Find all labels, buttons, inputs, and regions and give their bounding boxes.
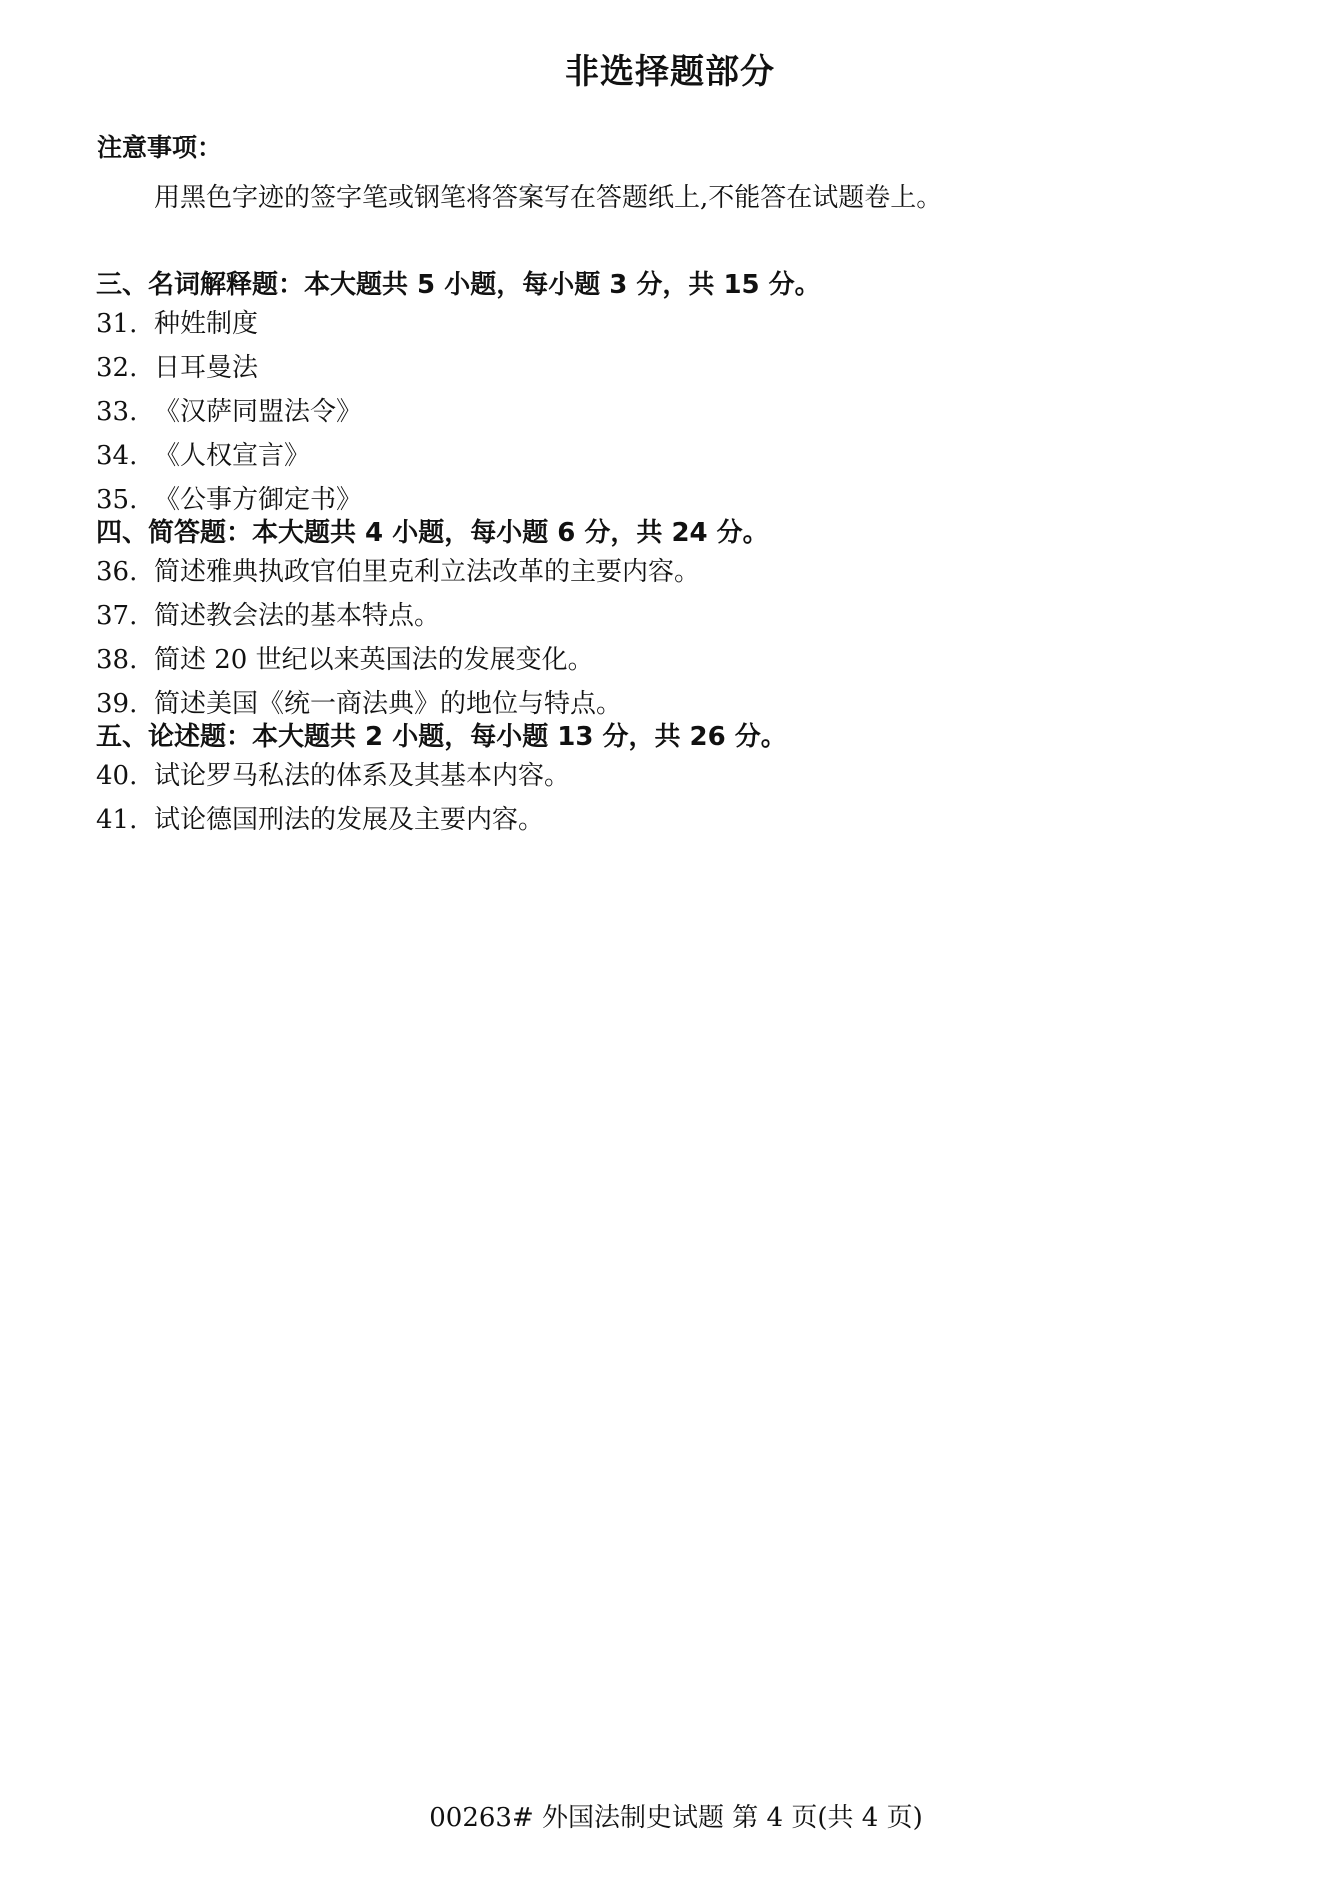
question-number: 33. [96, 397, 138, 427]
section-heading-5: 五、论述题：本大题共 2 小题，每小题 13 分，共 26 分。 [96, 722, 787, 752]
question-number: 41. [96, 805, 138, 835]
question-text: 日耳曼法 [154, 353, 259, 383]
question-37 [96, 594, 1256, 638]
question-number: 39. [96, 689, 138, 719]
question-31 [96, 302, 1256, 346]
question-number: 32. [96, 353, 138, 383]
question-41 [96, 798, 1256, 842]
question-content [96, 268, 1256, 842]
question-text: 《汉萨同盟法令》 [154, 397, 363, 427]
question-text: 试论德国刑法的发展及主要内容。 [154, 805, 545, 835]
question-number: 35. [96, 485, 138, 515]
section-heading-3: 三、名词解释题：本大题共 5 小题，每小题 3 分，共 15 分。 [96, 270, 821, 300]
question-33 [96, 390, 1256, 434]
question-number: 31. [96, 309, 138, 339]
page-title: 非选择题部分 [565, 52, 775, 92]
question-text: 试论罗马私法的体系及其基本内容。 [154, 761, 571, 791]
notice-heading: 注意事项： [97, 133, 223, 162]
question-39 [96, 682, 1256, 720]
question-32 [96, 346, 1256, 390]
question-text: 简述美国《统一商法典》的地位与特点。 [154, 689, 623, 719]
question-text: 简述雅典执政官伯里克利立法改革的主要内容。 [154, 557, 701, 587]
question-36 [96, 550, 1256, 594]
question-text: 简述教会法的基本特点。 [154, 601, 441, 631]
question-number: 36. [96, 557, 138, 587]
page-footer: 00263# 外国法制史试题 第 4 页(共 4 页) [429, 1803, 923, 1833]
question-number: 34. [96, 441, 138, 471]
question-34 [96, 434, 1256, 478]
question-38 [96, 638, 1256, 682]
question-text: 《人权宣言》 [154, 441, 311, 471]
question-number: 38. [96, 645, 138, 675]
question-text: 简述 20 世纪以来英国法的发展变化。 [154, 645, 594, 675]
question-35 [96, 478, 1256, 516]
question-number: 40. [96, 761, 138, 791]
section-heading-4: 四、简答题：本大题共 4 小题，每小题 6 分，共 24 分。 [96, 518, 769, 548]
notice-text: 用黑色字迹的签字笔或钢笔将答案写在答题纸上,不能答在试题卷上。 [154, 183, 943, 213]
question-text: 种姓制度 [154, 309, 259, 339]
question-number: 37. [96, 601, 138, 631]
question-text: 《公事方御定书》 [154, 485, 363, 515]
question-40 [96, 754, 1256, 798]
